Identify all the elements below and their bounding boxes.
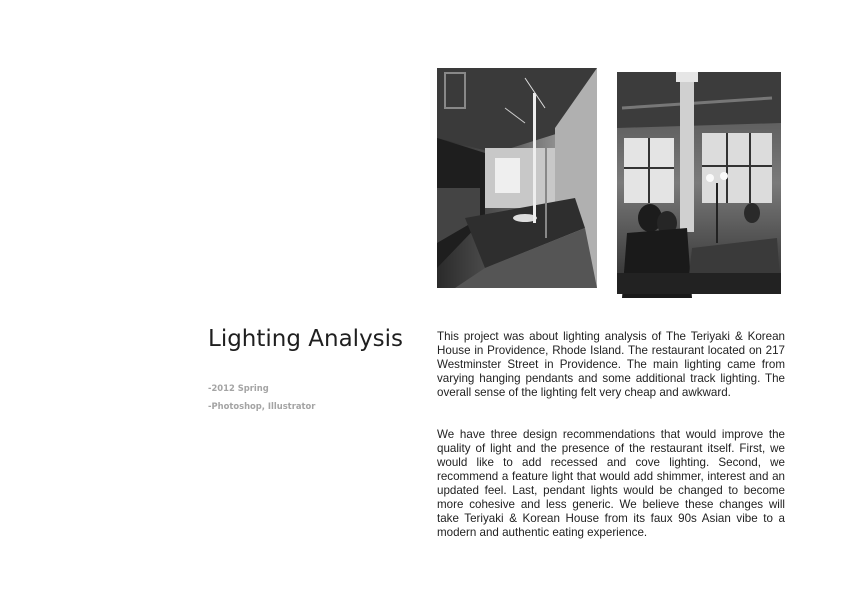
description-paragraph-1: This project was about lighting analysis of The Teriyaki & Korean House in Providence, Rhode Island. The restaurant located on 217 Westminster Street in Providence. The main lighting came from varying hanging pendants and some additional track lighting. The overall sense of the lighting felt very cheap and awkward. [437, 330, 785, 399]
description-paragraph-2: We have three design recommendations that would improve the quality of light and the presence of the restaurant itself. First, we would like to add recessed and cove lighting. Second, we recommend a feature light that would add shimmer, interest and an updated feel. Last, pendant lights would be changed to become more cohesive and less generic. We believe these changes will take Teriyaki & Korean House from its faux 90s Asian vibe to a modern and authentic eating experience. [437, 428, 785, 539]
project-title: Lighting Analysis [208, 326, 404, 352]
sketch-interior-booths-image [425, 68, 603, 300]
sketch-window-seating-image [612, 68, 786, 300]
project-date: -2012 Spring [208, 383, 269, 393]
project-tools: -Photoshop, Illustrator [208, 401, 316, 411]
